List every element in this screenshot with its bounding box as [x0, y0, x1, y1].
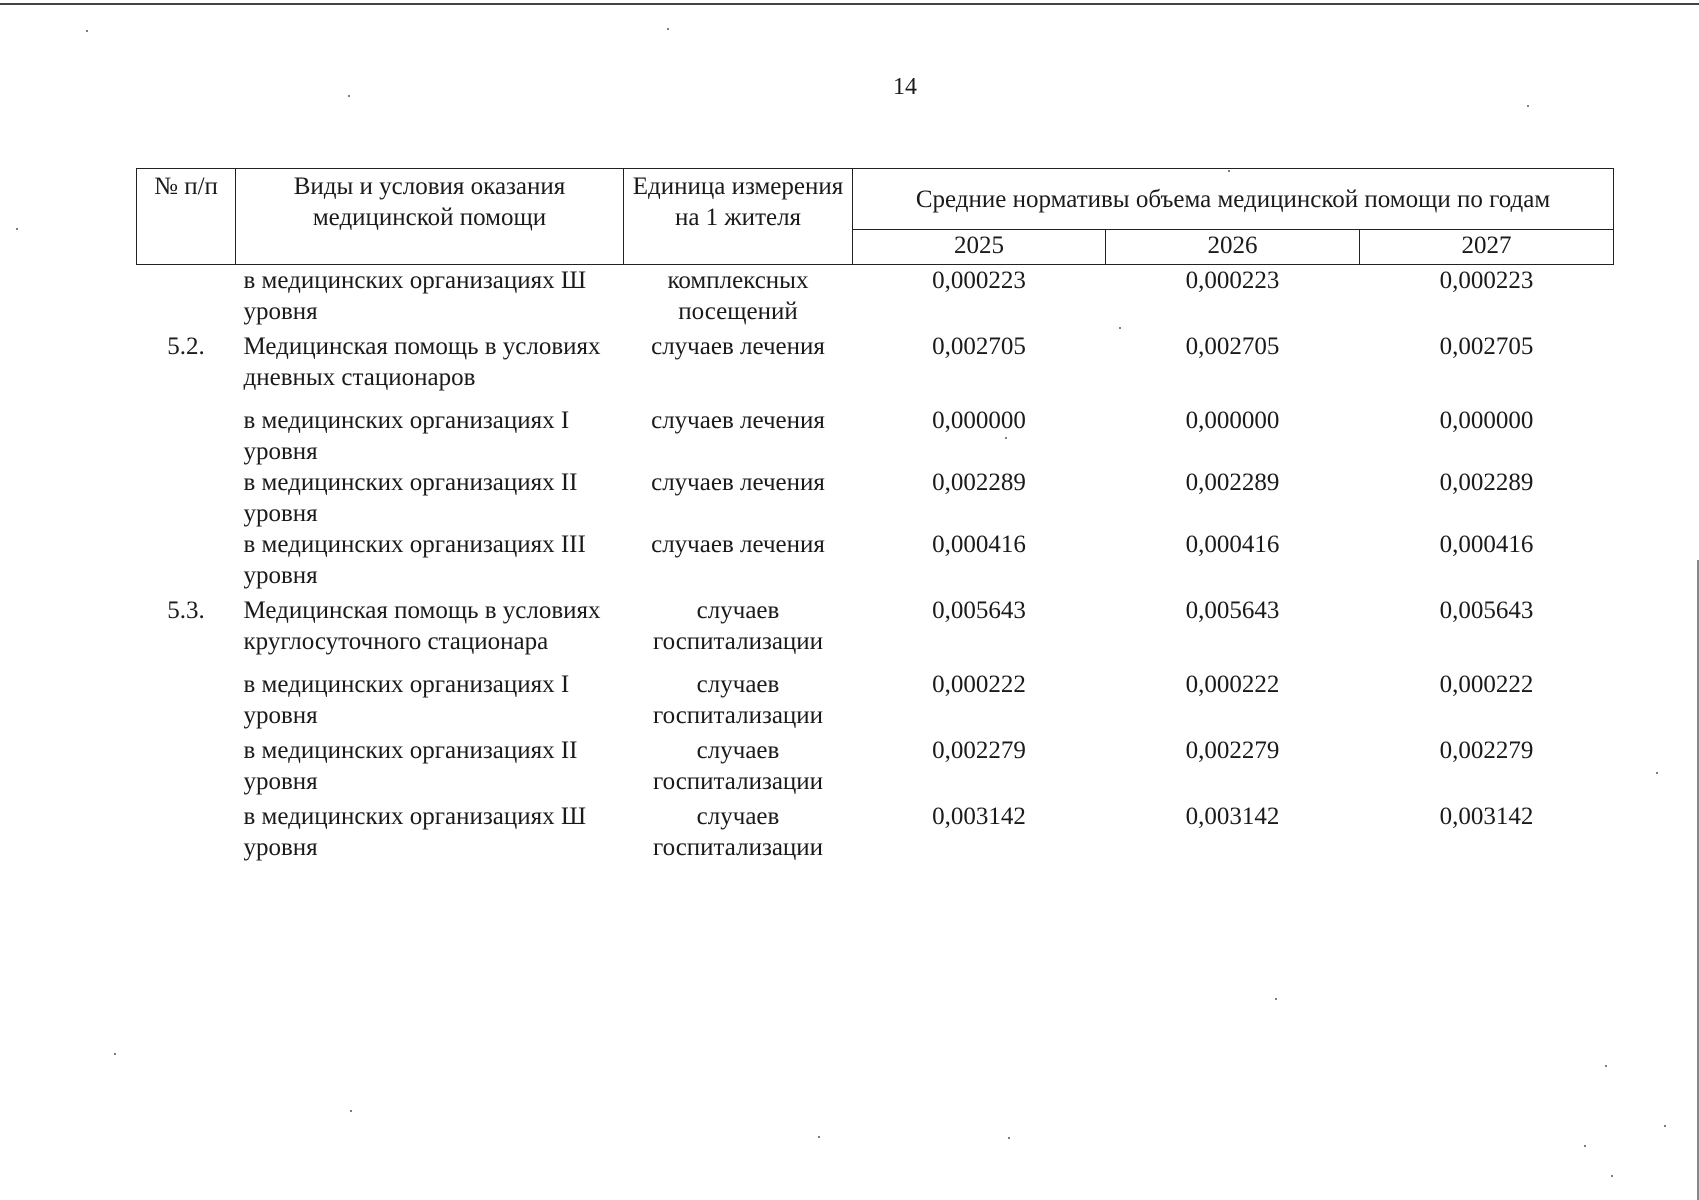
- scan-speck: [1005, 437, 1007, 439]
- scan-speck: [818, 1136, 820, 1138]
- row-num: [137, 735, 236, 801]
- row-value-2025: 0,005643: [932, 597, 1026, 624]
- row-value-2025: 0,003142: [932, 803, 1026, 830]
- row-value-2026: 0,003142: [1185, 803, 1280, 830]
- table-header: [137, 169, 1614, 265]
- row-unit: случаев лечения: [651, 469, 825, 496]
- table-body: [137, 265, 1614, 864]
- row-type: в медицинских организациях III уровня: [243, 531, 586, 589]
- header-year-2025: 2025: [853, 230, 1106, 265]
- table-row: [137, 595, 1614, 669]
- scan-speck: [667, 28, 669, 30]
- table-row: [137, 529, 1614, 595]
- scan-speck: [1584, 1145, 1586, 1147]
- row-value-2025: 0,000223: [932, 267, 1026, 294]
- row-unit: случаев госпитализации: [652, 737, 824, 795]
- header-year-2027: 2027: [1360, 230, 1614, 265]
- row-value-2026: 0,002705: [1185, 333, 1280, 360]
- row-type: в медицинских организациях Ш уровня: [243, 267, 587, 325]
- row-value-2025: 0,002289: [932, 469, 1026, 496]
- table-row: [137, 405, 1614, 467]
- scan-speck: [350, 1110, 352, 1112]
- scan-speck: [1228, 170, 1230, 172]
- row-value-2026: 0,002279: [1185, 737, 1280, 764]
- row-unit: случаев госпитализации: [652, 597, 824, 655]
- table-row: [137, 467, 1614, 529]
- scan-speck: [1656, 772, 1658, 774]
- row-value-2026: 0,000416: [1185, 531, 1280, 558]
- row-num: 5.2.: [167, 333, 205, 360]
- norms-table: [136, 168, 1614, 863]
- header-unit: Единица измерения на 1 жителя: [624, 169, 853, 265]
- scan-speck: [16, 228, 18, 230]
- header-year-2026: 2026: [1106, 230, 1360, 265]
- row-type: в медицинских организациях II уровня: [243, 469, 578, 527]
- row-num: [137, 467, 236, 529]
- scan-speck: [1611, 1175, 1613, 1177]
- page-number: 14: [893, 74, 917, 100]
- row-value-2025: 0,000416: [932, 531, 1026, 558]
- scan-speck: [1527, 105, 1529, 107]
- row-type: в медицинских организациях Ш уровня: [243, 803, 587, 861]
- row-num: [137, 405, 236, 467]
- scan-speck: [1119, 327, 1121, 329]
- row-value-2026: 0,000000: [1185, 407, 1280, 434]
- row-value-2027: 0,000416: [1439, 531, 1534, 558]
- row-type: в медицинских организациях I уровня: [243, 671, 570, 729]
- row-unit: случаев госпитализации: [652, 671, 824, 729]
- row-num: [137, 801, 236, 863]
- row-value-2027: 0,003142: [1439, 803, 1534, 830]
- row-value-2027: 0,002279: [1439, 737, 1534, 764]
- row-unit: случаев лечения: [651, 407, 825, 434]
- row-value-2025: 0,002279: [932, 737, 1026, 764]
- row-value-2027: 0,002705: [1439, 333, 1534, 360]
- scan-speck: [114, 1053, 116, 1055]
- row-type: Медицинская помощь в условиях круглосуточного стационара: [243, 597, 601, 655]
- scan-speck: [1664, 1125, 1666, 1127]
- row-type: Медицинская помощь в условиях дневных стационаров: [243, 333, 601, 391]
- row-value-2027: 0,000222: [1439, 671, 1534, 698]
- row-value-2026: 0,000223: [1185, 267, 1280, 294]
- header-num: № п/п: [137, 169, 236, 265]
- scan-speck: [1275, 998, 1277, 1000]
- row-unit: случаев лечения: [651, 333, 825, 360]
- row-value-2026: 0,002289: [1185, 469, 1280, 496]
- row-value-2025: 0,002705: [932, 333, 1026, 360]
- table-row: [137, 801, 1614, 863]
- row-unit: случаев лечения: [651, 531, 825, 558]
- scan-speck: [1008, 1137, 1010, 1139]
- row-unit: комплексных посещений: [667, 267, 809, 325]
- row-num: 5.3.: [167, 597, 205, 624]
- scan-top-rule: [0, 3, 1699, 5]
- header-type: Виды и условия оказания медицинской помощи: [236, 169, 624, 265]
- table-row: [137, 669, 1614, 735]
- row-value-2025: 0,000222: [932, 671, 1026, 698]
- row-value-2027: 0,000000: [1439, 407, 1534, 434]
- row-value-2027: 0,002289: [1439, 469, 1534, 496]
- row-unit: случаев госпитализации: [652, 803, 824, 861]
- row-value-2026: 0,000222: [1185, 671, 1280, 698]
- scan-speck: [1605, 1065, 1607, 1067]
- table-row: [137, 265, 1614, 332]
- row-type: в медицинских организациях I уровня: [243, 407, 570, 465]
- row-num: [137, 265, 236, 332]
- header-norms: Средние нормативы объема медицинской помощи по годам: [853, 169, 1614, 230]
- row-type: в медицинских организациях II уровня: [243, 737, 578, 795]
- row-value-2027: 0,000223: [1439, 267, 1534, 294]
- row-value-2027: 0,005643: [1439, 597, 1534, 624]
- scan-speck: [348, 95, 350, 97]
- row-value-2025: 0,000000: [932, 407, 1026, 434]
- scan-speck: [86, 30, 88, 32]
- table-row: [137, 331, 1614, 405]
- table-row: [137, 735, 1614, 801]
- row-num: [137, 529, 236, 595]
- row-value-2026: 0,005643: [1185, 597, 1280, 624]
- row-num: [137, 669, 236, 735]
